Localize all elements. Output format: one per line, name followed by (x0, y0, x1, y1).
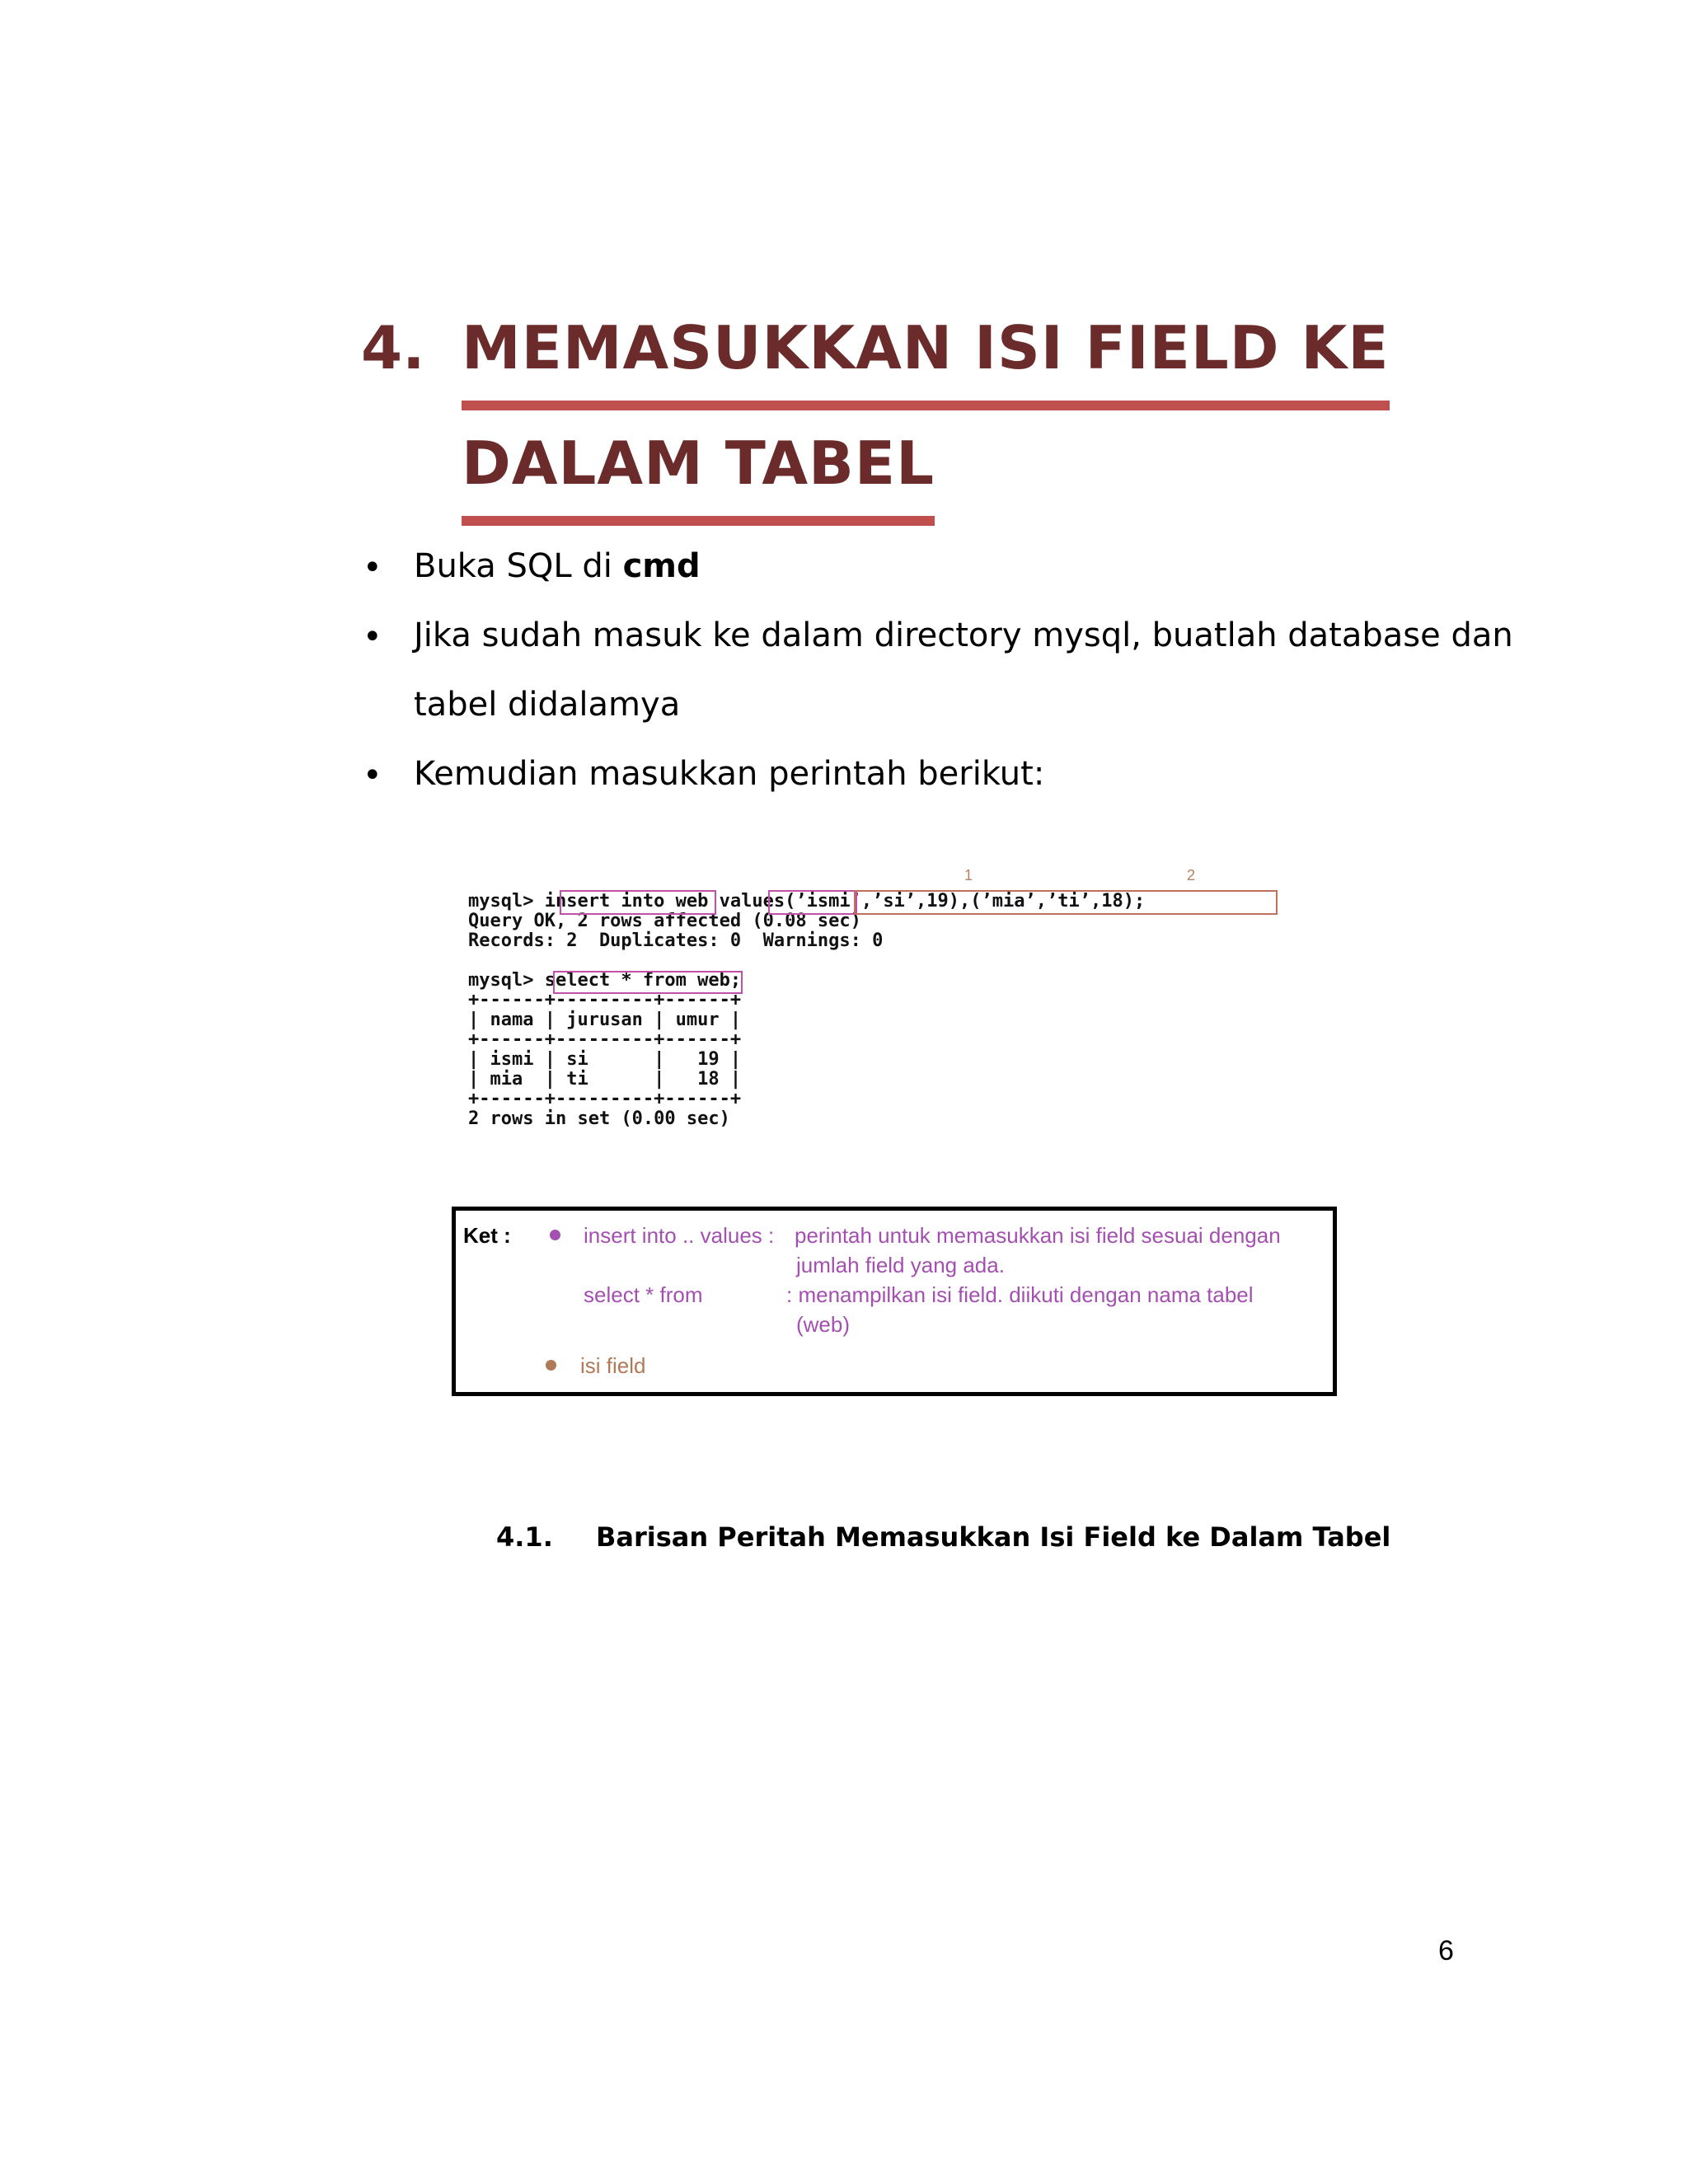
section-title-line2-text: DALAM TABEL (462, 429, 935, 498)
brown-dot-icon (546, 1360, 556, 1371)
ket-term-select: select * from (584, 1282, 703, 1307)
bullet-item (414, 547, 701, 585)
bullet-dot: • (363, 757, 382, 794)
title-underline (462, 516, 935, 526)
terminal-line: +------+---------+------+ (468, 990, 742, 1010)
title-underline (462, 401, 1390, 410)
bullet-bold: cmd (622, 547, 701, 585)
ket-term-isi-field: isi field (580, 1353, 646, 1378)
highlight-field-values (854, 890, 1278, 915)
highlight-select-from (553, 971, 743, 994)
marker-2: 2 (1187, 867, 1196, 883)
bullet-dot: • (363, 618, 382, 656)
terminal-line: Query OK, 2 rows affected (0.08 sec) (468, 911, 861, 931)
highlight-values (768, 890, 857, 915)
bullet-item: Kemudian masukkan perintah berikut: (414, 755, 1045, 793)
ket-desc-insert: perintah untuk memasukkan isi field sesuai dengan (795, 1223, 1281, 1248)
section-title-line1-text: MEMASUKKAN ISI FIELD KE (462, 313, 1390, 382)
terminal-line: | mia | ti | 18 | (468, 1069, 742, 1090)
ket-desc-insert-cont: jumlah field yang ada. (796, 1253, 1005, 1277)
bullet-item-continuation: tabel didalamya (414, 686, 681, 724)
bullet-dot: • (363, 549, 382, 587)
terminal-line: mysql> select * from web; (468, 970, 742, 991)
ket-desc-select: : menampilkan isi field. diikuti dengan nama tabel (786, 1282, 1254, 1307)
caption-number: 4.1. (496, 1521, 553, 1553)
caption-text: Barisan Peritah Memasukkan Isi Field ke Dalam Tabel (596, 1521, 1391, 1553)
terminal-line: | nama | jurusan | umur | (468, 1010, 742, 1030)
ket-term-insert: insert into .. values : (584, 1223, 775, 1248)
terminal-line: Records: 2 Duplicates: 0 Warnings: 0 (468, 930, 884, 951)
highlight-insert-into (560, 890, 716, 915)
marker-1: 1 (964, 867, 973, 883)
bullet-text: Buka SQL di (414, 547, 623, 585)
page-number: 6 (1438, 1935, 1454, 1966)
section-number: 4. (361, 313, 425, 382)
terminal-line: +------+---------+------+ (468, 1029, 742, 1050)
section-title-line2 (462, 429, 935, 498)
terminal-line: | ismi | si | 19 | (468, 1049, 742, 1070)
purple-dot-icon (550, 1230, 560, 1240)
terminal-line: mysql> insert into web values(’ismi’,’si’,19),(’mia’,’ti’,18); (468, 891, 1146, 912)
terminal-line: 2 rows in set (0.00 sec) (468, 1108, 730, 1129)
terminal-line: +------+---------+------+ (468, 1089, 742, 1109)
ket-label: Ket : (463, 1223, 511, 1248)
section-title-line1 (462, 313, 1390, 382)
ket-desc-select-cont: (web) (796, 1312, 851, 1337)
bullet-item: Jika sudah masuk ke dalam directory mysql, buatlah database dan (414, 616, 1513, 654)
